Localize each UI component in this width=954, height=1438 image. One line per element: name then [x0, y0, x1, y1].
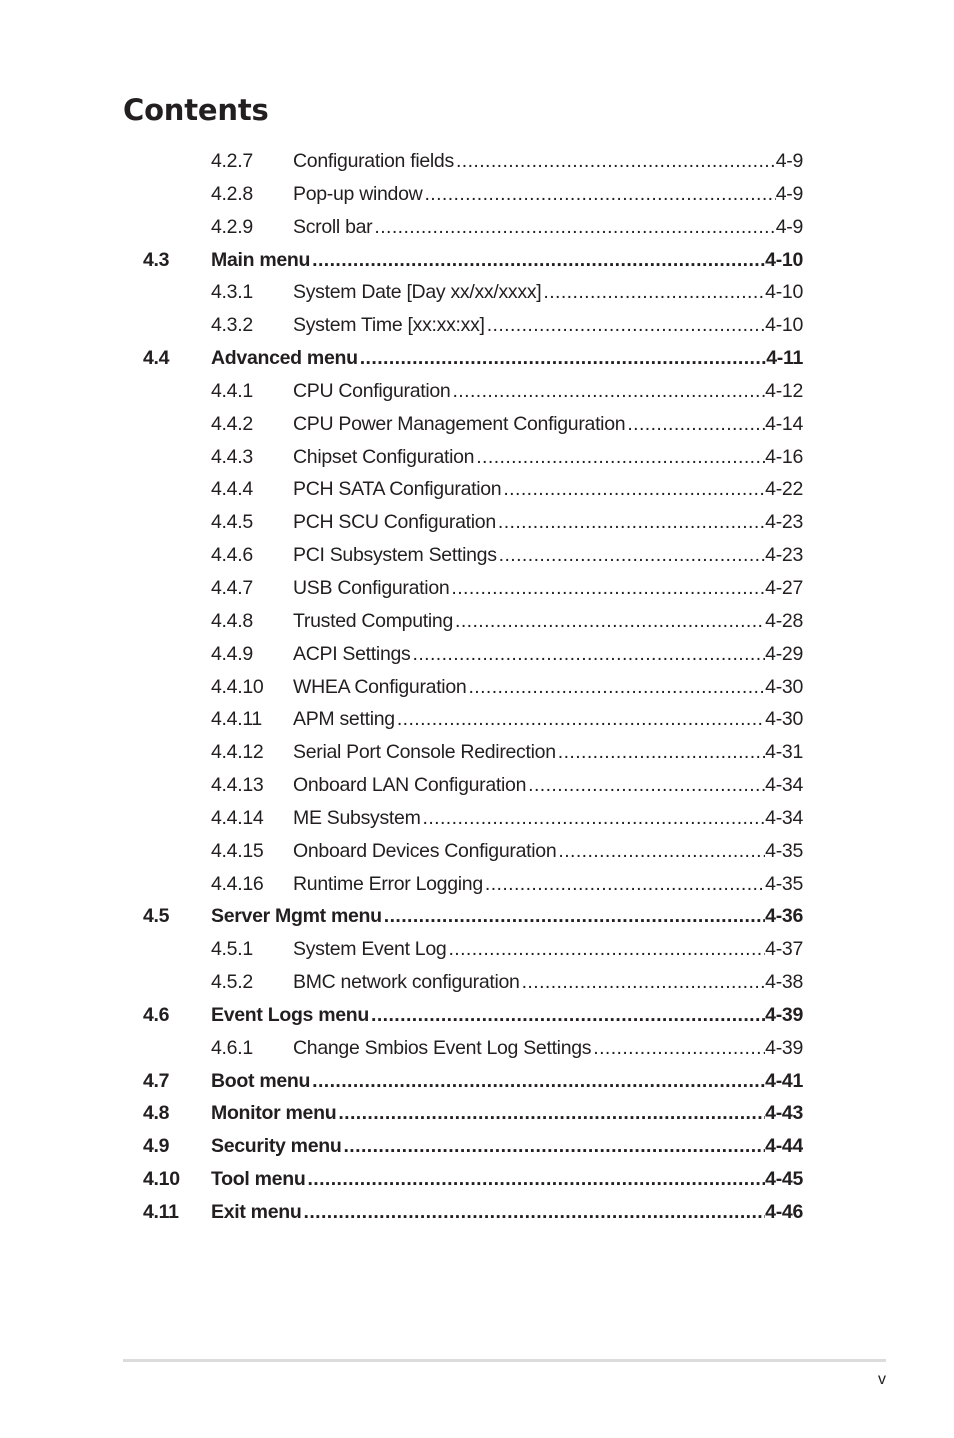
toc-leader-line — [293, 605, 803, 637]
section-title: Pop-up window — [293, 182, 423, 205]
toc-leader-line — [293, 933, 803, 965]
toc-section-entry[interactable] — [0, 1196, 954, 1229]
toc-leader-line — [293, 736, 803, 768]
section-number: 4.11 — [143, 1201, 179, 1223]
section-title: ME Subsystem — [293, 806, 421, 829]
dot-leader — [310, 1065, 765, 1097]
section-title: Monitor menu — [211, 1102, 337, 1125]
section-number: 4.4.7 — [211, 576, 253, 599]
toc-section-entry[interactable] — [0, 999, 954, 1032]
section-title: Exit menu — [211, 1201, 302, 1223]
dot-leader — [411, 638, 766, 670]
section-number: 4.10 — [143, 1168, 180, 1191]
toc-leader-line — [211, 999, 803, 1031]
toc-section-entry[interactable] — [0, 244, 954, 277]
section-title: Server Mgmt menu — [211, 905, 382, 928]
page-reference: 4-34 — [765, 806, 803, 829]
section-number: 4.2.7 — [211, 150, 253, 172]
section-title: Event Logs menu — [211, 1003, 370, 1026]
toc-subsection-entry[interactable] — [0, 309, 954, 342]
section-title: WHEA Configuration — [293, 675, 467, 698]
section-title: Change Smbios Event Log Settings — [293, 1036, 592, 1059]
section-number: 4.4.4 — [211, 478, 253, 501]
dot-leader — [446, 933, 765, 965]
toc-leader-line — [293, 1032, 803, 1064]
section-title: CPU Power Management Configuration — [293, 412, 626, 435]
page-reference: 4-11 — [766, 347, 803, 370]
section-number: 4.2.8 — [211, 182, 253, 205]
section-title: System Date [Day xx/xx/xxxx] — [293, 281, 542, 304]
toc-leader-line — [293, 178, 803, 210]
toc-leader-line — [293, 835, 803, 867]
dot-leader — [372, 211, 775, 243]
section-number: 4.8 — [143, 1102, 170, 1125]
toc-subsection-entry[interactable] — [0, 145, 954, 178]
toc-leader-line — [293, 539, 803, 571]
page-reference: 4-14 — [765, 412, 803, 435]
dot-leader — [454, 145, 776, 177]
dot-leader — [358, 342, 767, 374]
toc-leader-line — [211, 900, 803, 932]
dot-leader — [556, 736, 765, 768]
toc-leader-line — [293, 703, 803, 735]
section-title: Trusted Computing — [293, 609, 454, 632]
toc-subsection-entry[interactable] — [0, 1032, 954, 1065]
page-number: v — [878, 1371, 886, 1388]
toc-subsection-entry[interactable] — [0, 605, 954, 638]
toc-leader-line — [293, 309, 803, 341]
toc-section-entry[interactable] — [0, 342, 954, 375]
section-number: 4.4.13 — [211, 774, 264, 797]
page-reference: 4-23 — [765, 511, 803, 534]
dot-leader — [483, 868, 765, 900]
section-title: CPU Configuration — [293, 379, 451, 402]
table-of-contents — [0, 145, 954, 1229]
section-number: 4.7 — [143, 1069, 170, 1092]
toc-leader-line — [293, 638, 803, 670]
dot-leader — [302, 1196, 766, 1228]
toc-subsection-entry[interactable] — [0, 178, 954, 211]
section-number: 4.4.5 — [211, 511, 253, 534]
page-reference: 4-27 — [765, 576, 803, 599]
toc-subsection-entry[interactable] — [0, 539, 954, 572]
section-title: Advanced menu — [211, 347, 358, 370]
section-title: Onboard LAN Configuration — [293, 774, 527, 797]
toc-subsection-entry[interactable] — [0, 736, 954, 769]
toc-leader-line — [211, 1163, 803, 1195]
page-reference: 4-34 — [765, 774, 803, 797]
section-number: 4.6.1 — [211, 1036, 253, 1059]
toc-leader-line — [211, 1130, 803, 1162]
section-number: 4.4.14 — [211, 806, 264, 829]
dot-leader — [501, 473, 765, 505]
dot-leader — [449, 572, 765, 604]
toc-subsection-entry[interactable] — [0, 802, 954, 835]
toc-leader-line — [293, 276, 803, 308]
toc-subsection-entry[interactable] — [0, 835, 954, 868]
page-reference: 4-23 — [765, 544, 803, 567]
section-number: 4.5.1 — [211, 938, 253, 961]
toc-leader-line — [293, 769, 803, 801]
section-number: 4.4.9 — [211, 642, 253, 665]
page-reference: 4-41 — [765, 1069, 803, 1092]
section-number: 4.4.11 — [211, 708, 262, 731]
toc-leader-line — [293, 802, 803, 834]
dot-leader — [625, 408, 765, 440]
section-title: Main menu — [211, 248, 311, 271]
section-number: 4.4.1 — [211, 379, 253, 402]
section-number: 4.3.1 — [211, 281, 253, 304]
section-number: 4.4.15 — [211, 839, 264, 862]
section-number: 4.4 — [143, 347, 170, 370]
section-title: Configuration fields — [293, 150, 454, 172]
footer-divider — [123, 1359, 886, 1362]
section-number: 4.9 — [143, 1135, 170, 1158]
dot-leader — [336, 1097, 765, 1129]
toc-subsection-entry[interactable] — [0, 276, 954, 309]
section-number: 4.3.2 — [211, 314, 253, 337]
dot-leader — [382, 900, 765, 932]
toc-leader-line — [211, 1097, 803, 1129]
page-reference: 4-9 — [775, 182, 803, 205]
section-number: 4.5 — [143, 905, 170, 928]
page-reference: 4-29 — [765, 642, 803, 665]
toc-leader-line — [293, 375, 803, 407]
section-title: PCH SATA Configuration — [293, 478, 502, 501]
section-title: System Event Log — [293, 938, 447, 961]
toc-leader-line — [211, 1065, 803, 1097]
toc-subsection-entry[interactable] — [0, 868, 954, 901]
dot-leader — [466, 671, 765, 703]
dot-leader — [305, 1163, 765, 1195]
toc-leader-line — [293, 966, 803, 998]
page-reference: 4-38 — [765, 971, 803, 994]
dot-leader — [556, 835, 765, 867]
toc-subsection-entry[interactable] — [0, 473, 954, 506]
dot-leader — [496, 506, 765, 538]
toc-subsection-entry[interactable] — [0, 506, 954, 539]
page-reference: 4-30 — [765, 675, 803, 698]
section-title: Security menu — [211, 1135, 342, 1158]
section-number: 4.2.9 — [211, 215, 253, 238]
page-reference: 4-36 — [765, 905, 803, 928]
section-number: 4.4.12 — [211, 741, 264, 764]
section-title: Serial Port Console Redirection — [293, 741, 556, 764]
toc-leader-line — [293, 671, 803, 703]
dot-leader — [591, 1032, 765, 1064]
section-title: APM setting — [293, 708, 395, 731]
toc-leader-line — [293, 572, 803, 604]
section-title: Chipset Configuration — [293, 445, 475, 468]
section-title: Tool menu — [211, 1168, 306, 1191]
section-title: Scroll bar — [293, 215, 373, 238]
section-number: 4.4.8 — [211, 609, 253, 632]
toc-subsection-entry[interactable] — [0, 211, 954, 244]
page-reference: 4-9 — [775, 215, 803, 238]
section-number: 4.4.10 — [211, 675, 264, 698]
page-reference: 4-16 — [765, 445, 803, 468]
dot-leader — [395, 703, 765, 735]
dot-leader — [541, 276, 765, 308]
page-reference: 4-10 — [765, 314, 803, 337]
dot-leader — [421, 802, 766, 834]
dot-leader — [526, 769, 765, 801]
toc-section-entry[interactable] — [0, 900, 954, 933]
toc-subsection-entry[interactable] — [0, 375, 954, 408]
page-reference: 4-28 — [765, 609, 803, 632]
section-title: Runtime Error Logging — [293, 872, 483, 895]
page-reference: 4-9 — [775, 150, 803, 172]
toc-subsection-entry[interactable] — [0, 671, 954, 704]
toc-section-entry[interactable] — [0, 1130, 954, 1163]
toc-subsection-entry[interactable] — [0, 769, 954, 802]
page-reference: 4-46 — [765, 1201, 803, 1223]
toc-leader-line — [211, 244, 803, 276]
section-title: Boot menu — [211, 1069, 311, 1092]
toc-subsection-entry[interactable] — [0, 572, 954, 605]
toc-leader-line — [293, 211, 803, 243]
dot-leader — [520, 966, 766, 998]
section-title: PCI Subsystem Settings — [293, 544, 497, 567]
toc-leader-line — [293, 868, 803, 900]
dot-leader — [341, 1130, 765, 1162]
toc-leader-line — [293, 506, 803, 538]
page-reference: 4-45 — [765, 1168, 803, 1191]
dot-leader — [453, 605, 765, 637]
page-reference: 4-37 — [765, 938, 803, 961]
toc-subsection-entry[interactable] — [0, 966, 954, 999]
toc-subsection-entry[interactable] — [0, 408, 954, 441]
toc-leader-line — [211, 1196, 803, 1228]
section-number: 4.4.3 — [211, 445, 253, 468]
page-reference: 4-30 — [765, 708, 803, 731]
page-reference: 4-22 — [765, 478, 803, 501]
section-title: ACPI Settings — [293, 642, 411, 665]
toc-leader-line — [293, 408, 803, 440]
section-title: USB Configuration — [293, 576, 450, 599]
toc-subsection-entry[interactable] — [0, 441, 954, 474]
page-reference: 4-43 — [765, 1102, 803, 1125]
dot-leader — [450, 375, 765, 407]
page-reference: 4-31 — [765, 741, 803, 764]
toc-section-entry[interactable] — [0, 1065, 954, 1098]
page-title: Contents — [123, 93, 269, 127]
section-number: 4.3 — [143, 248, 170, 271]
toc-leader-line — [293, 473, 803, 505]
toc-section-entry[interactable] — [0, 1163, 954, 1196]
page-reference: 4-39 — [765, 1036, 803, 1059]
page-reference: 4-35 — [765, 839, 803, 862]
section-number: 4.6 — [143, 1003, 170, 1026]
section-title: Onboard Devices Configuration — [293, 839, 557, 862]
dot-leader — [474, 441, 765, 473]
page-reference: 4-12 — [765, 379, 803, 402]
section-title: BMC network configuration — [293, 971, 520, 994]
section-title: PCH SCU Configuration — [293, 511, 496, 534]
dot-leader — [485, 309, 765, 341]
page-reference: 4-35 — [765, 872, 803, 895]
toc-section-entry[interactable] — [0, 1097, 954, 1130]
page-reference: 4-10 — [765, 281, 803, 304]
page-reference: 4-10 — [765, 248, 803, 271]
dot-leader — [310, 244, 765, 276]
page-reference: 4-39 — [765, 1003, 803, 1026]
toc-subsection-entry[interactable] — [0, 703, 954, 736]
dot-leader — [369, 999, 765, 1031]
dot-leader — [497, 539, 766, 571]
page-reference: 4-44 — [765, 1135, 803, 1158]
toc-subsection-entry[interactable] — [0, 933, 954, 966]
toc-subsection-entry[interactable] — [0, 638, 954, 671]
toc-leader-line — [293, 441, 803, 473]
toc-leader-line — [211, 342, 803, 374]
section-title: System Time [xx:xx:xx] — [293, 314, 485, 337]
section-number: 4.5.2 — [211, 971, 253, 994]
dot-leader — [422, 178, 775, 210]
section-number: 4.4.2 — [211, 412, 253, 435]
section-number: 4.4.16 — [211, 872, 264, 895]
toc-leader-line — [293, 145, 803, 177]
section-number: 4.4.6 — [211, 544, 253, 567]
